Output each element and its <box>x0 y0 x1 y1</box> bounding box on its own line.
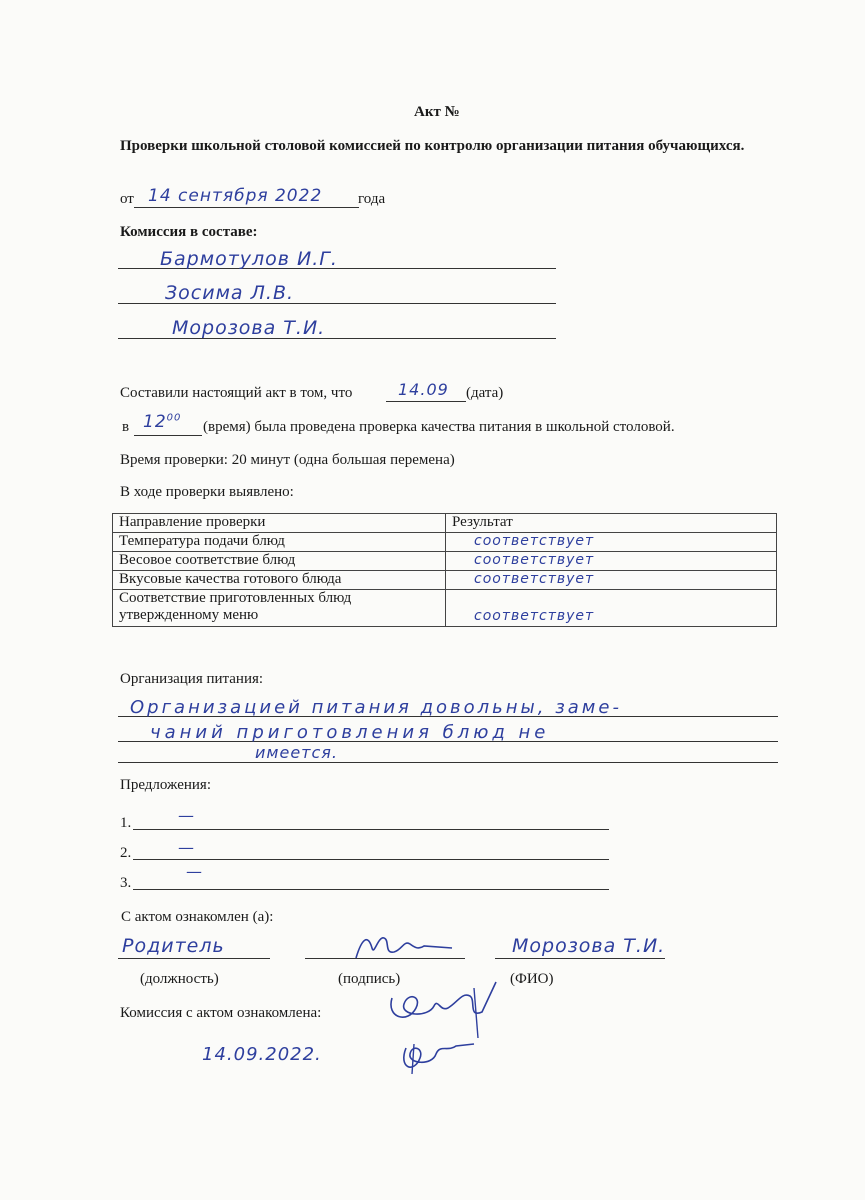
table-cell-result <box>446 571 777 590</box>
item-line-1: Соответствие приготовленных блюд <box>119 590 352 606</box>
table-cell-result <box>446 590 777 627</box>
organization-label: Организация питания: <box>120 671 264 687</box>
table-header-result: Результат <box>446 514 777 533</box>
proposal-line-3 <box>133 889 609 890</box>
signature-caption: (подпись) <box>338 971 401 987</box>
table-cell-item: Температура подачи блюд <box>113 533 446 552</box>
table-cell-result <box>446 552 777 571</box>
proposal-num-2: 2. <box>120 845 132 861</box>
statement-date-underline <box>386 401 466 402</box>
table-cell-result <box>446 533 777 552</box>
table-row <box>113 533 777 552</box>
time-minutes: 00 <box>166 412 182 424</box>
statement-date-value: 14.09 <box>398 380 449 399</box>
proposal-value-2: — <box>178 838 195 857</box>
fio-value: Морозова Т.И. <box>512 935 666 957</box>
table-row <box>113 590 777 627</box>
item-line-2: утвержденному меню <box>119 607 259 623</box>
result-handwritten: соответствует <box>474 533 595 549</box>
organization-hand-line-3: имеется. <box>255 743 338 762</box>
result-handwritten: соответствует <box>474 552 595 568</box>
statement-time-value <box>143 412 181 432</box>
proposal-value-1: — <box>178 806 195 825</box>
statement-time-suffix: (время) была проведена проверка качества питания в школьной столовой. <box>203 419 675 435</box>
table-cell-item: Вкусовые качества готового блюда <box>113 571 446 590</box>
result-handwritten: соответствует <box>474 608 595 624</box>
date-underline <box>134 207 359 208</box>
statement-time-prefix: в <box>122 419 130 435</box>
commission-member-1: Бармотулов И.Г. <box>160 248 338 270</box>
position-value: Родитель <box>122 935 225 957</box>
table-row <box>113 571 777 590</box>
inspection-table <box>112 513 777 627</box>
table-cell-item <box>113 590 446 627</box>
act-subtitle: Проверки школьной столовой комиссией по контролю организации питания обучающихся. <box>120 138 745 154</box>
statement-text: Составили настоящий акт в том, что <box>120 385 353 401</box>
table-header-direction: Направление проверки <box>113 514 446 533</box>
position-line <box>118 958 270 959</box>
commission-ack-label: Комиссия с актом ознакомлена: <box>120 1005 322 1021</box>
date-suffix: года <box>358 191 386 207</box>
table-header-row <box>113 514 777 533</box>
commission-signatures-icon <box>378 978 508 1078</box>
proposal-num-3: 3. <box>120 875 132 891</box>
time-hours: 12 <box>143 412 167 432</box>
check-time: Время проверки: 20 минут (одна большая перемена) <box>120 452 455 468</box>
org-line-3 <box>118 762 778 763</box>
date-prefix: от <box>120 191 134 207</box>
statement-time-underline <box>134 435 202 436</box>
commission-member-3: Морозова Т.И. <box>172 317 326 339</box>
fio-line <box>495 958 665 959</box>
proposal-value-3: — <box>186 862 203 881</box>
signature-acquainted-icon <box>348 928 458 968</box>
organization-hand-line-2: чаний приготовления блюд не <box>150 722 550 743</box>
act-title: Акт № <box>414 104 460 120</box>
commission-label: Комиссия в составе: <box>120 224 258 240</box>
organization-hand-line-1: Организацией питания довольны, заме- <box>130 697 622 718</box>
acquainted-label: С актом ознакомлен (а): <box>121 909 274 925</box>
fio-caption: (ФИО) <box>510 971 554 987</box>
proposal-num-1: 1. <box>120 815 132 831</box>
result-handwritten: соответствует <box>474 571 595 587</box>
findings-label: В ходе проверки выявлено: <box>120 484 294 500</box>
proposals-label: Предложения: <box>120 777 211 793</box>
position-caption: (должность) <box>140 971 219 987</box>
commission-member-2: Зосима Л.В. <box>165 282 295 304</box>
proposal-line-1 <box>133 829 609 830</box>
table-cell-item: Весовое соответствие блюд <box>113 552 446 571</box>
commission-ack-date: 14.09.2022. <box>202 1044 322 1065</box>
proposal-line-2 <box>133 859 609 860</box>
table-row <box>113 552 777 571</box>
date-handwritten: 14 сентября 2022 <box>148 186 323 206</box>
statement-date-suffix: (дата) <box>466 385 504 401</box>
